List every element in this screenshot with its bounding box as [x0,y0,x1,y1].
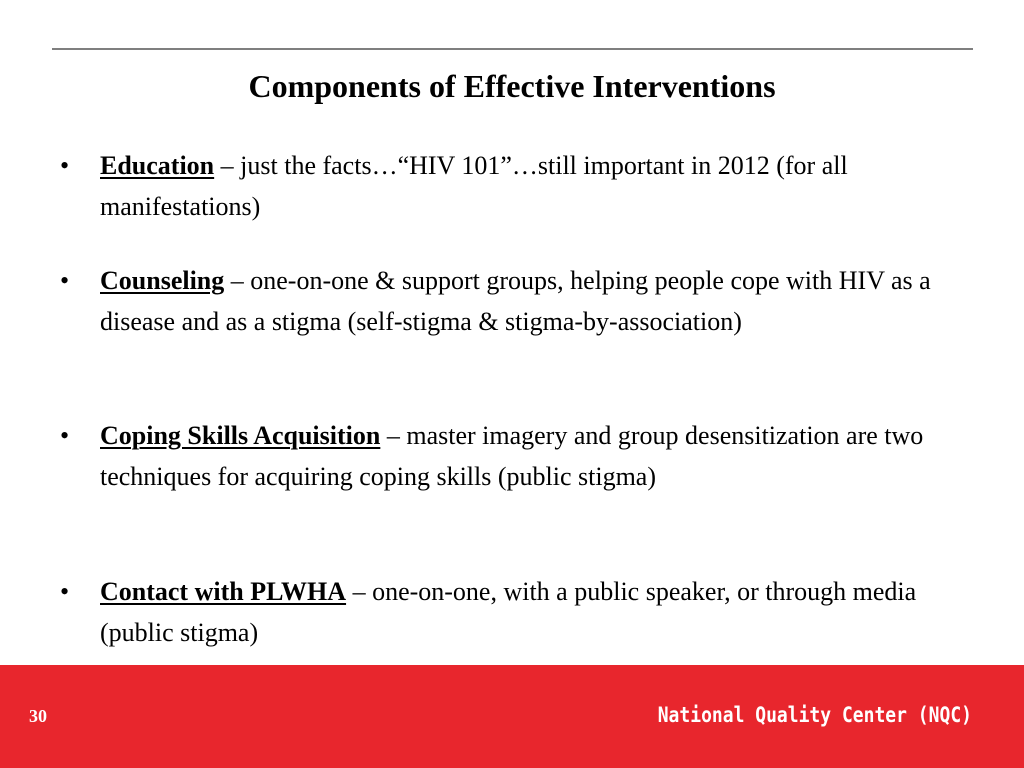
footer-bar [0,665,1024,768]
organization-logo-text: National Quality Center (NQC) [657,703,972,729]
bullet-term: Counseling [100,266,225,295]
bullet-term: Coping Skills Acquisition [100,421,381,450]
title-divider [52,48,973,50]
bullet-education [100,145,970,227]
bullet-text: – one-on-one & support groups, helping people cope with HIV as a disease and as a stigma (self-stigma & stigma-by-association) [100,266,931,336]
slide-title: Components of Effective Interventions [248,68,776,104]
bullet-text: – master imagery and group desensitization are two techniques for acquiring coping skills (public stigma) [100,421,924,491]
page-number: 30 [29,706,47,726]
bullet-text: – one-on-one, with a public speaker, or through media (public stigma) [100,577,917,647]
bullet-contact-plwha [100,571,970,653]
bullet-term: Education [100,151,215,180]
bullet-counseling [100,260,970,342]
bullet-coping-skills [100,415,970,497]
bullet-text: – just the facts…“HIV 101”…still important in 2012 (for all manifestations) [100,151,848,221]
bullet-term: Contact with PLWHA [100,577,347,606]
